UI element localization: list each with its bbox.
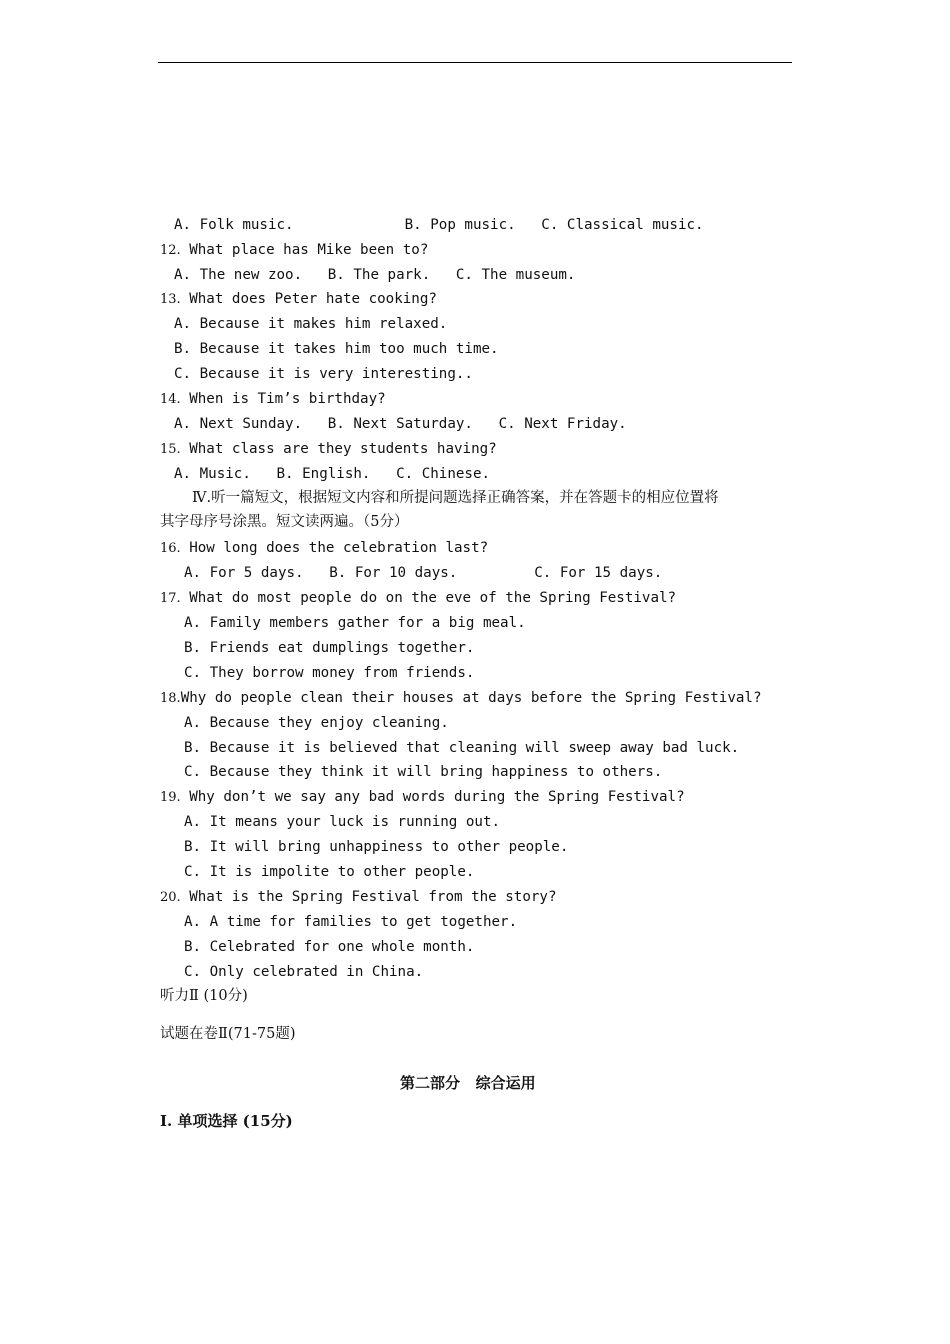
q17-option-b: B. Friends eat dumplings together. <box>184 640 475 656</box>
q18-option-a: A. Because they enjoy cleaning. <box>184 715 449 731</box>
q16-options: A. For 5 days. B. For 10 days. C. For 15 days. <box>184 565 663 581</box>
q18-question <box>160 689 762 708</box>
q18-text: Why do people clean their houses at days before the Spring Festival? <box>180 690 762 706</box>
q17-text: What do most people do on the eve of the Spring Festival? <box>180 590 677 606</box>
q14-question <box>160 390 386 409</box>
q19-option-c: C. It is impolite to other people. <box>184 864 475 880</box>
q18-option-b: B. Because it is believed that cleaning will sweep away bad luck. <box>184 740 740 756</box>
q17-number: 17. <box>160 591 181 606</box>
q19-option-b: B. It will bring unhappiness to other people. <box>184 839 569 855</box>
q19-number: 19. <box>160 790 181 805</box>
q15-number: 15. <box>160 442 181 457</box>
q16-question <box>160 539 488 558</box>
q20-option-b: B. Celebrated for one whole month. <box>184 939 475 955</box>
q18-option-c: C. Because they think it will bring happiness to others. <box>184 764 663 780</box>
part-two-title: 第二部分 综合运用 <box>400 1074 536 1092</box>
q19-text: Why don’t we say any bad words during the Spring Festival? <box>180 789 685 805</box>
q17-question <box>160 589 676 608</box>
listening-ii-heading: 听力Ⅱ (10分) <box>160 988 248 1004</box>
section-i-heading: Ⅰ. 单项选择 (15分) <box>160 1112 293 1130</box>
q13-option-b: B. Because it takes him too much time. <box>174 341 499 357</box>
q15-text: What class are they students having? <box>180 441 497 457</box>
q17-option-a: A. Family members gather for a big meal. <box>184 615 526 631</box>
q20-question <box>160 888 557 907</box>
q20-option-a: A. A time for families to get together. <box>184 914 518 930</box>
q11-options: A. Folk music. B. Pop music. C. Classical music. <box>174 217 704 233</box>
q14-number: 14. <box>160 392 181 407</box>
q14-options: A. Next Sunday. B. Next Saturday. C. Next Friday. <box>174 416 627 432</box>
section-iv-instruction-cont: 其字母序号涂黑。短文读两遍。（5分） <box>160 514 409 530</box>
q15-options: A. Music. B. English. C. Chinese. <box>174 466 491 482</box>
q18-number: 18. <box>160 691 181 706</box>
q12-question <box>160 241 428 260</box>
header-rule <box>158 62 792 63</box>
section-iv-instruction: Ⅳ.听一篇短文，根据短文内容和所提问题选择正确答案，并在答题卡的相应位置将 <box>192 490 719 506</box>
q17-option-c: C. They borrow money from friends. <box>184 665 475 681</box>
q20-number: 20. <box>160 890 181 905</box>
q19-option-a: A. It means your luck is running out. <box>184 814 501 830</box>
q13-option-a: A. Because it makes him relaxed. <box>174 316 448 332</box>
q20-option-c: C. Only celebrated in China. <box>184 964 424 980</box>
q15-question <box>160 440 497 459</box>
q14-text: When is Tim’s birthday? <box>180 391 386 407</box>
q19-question <box>160 788 685 807</box>
q13-number: 13. <box>160 292 181 307</box>
q16-text: How long does the celebration last? <box>180 540 489 556</box>
listening-ii-note: 试题在卷Ⅱ(71-75题) <box>160 1026 296 1042</box>
q13-text: What does Peter hate cooking? <box>180 291 437 307</box>
q16-number: 16. <box>160 541 181 556</box>
q13-option-c: C. Because it is very interesting.. <box>174 366 473 382</box>
q12-text: What place has Mike been to? <box>180 242 429 258</box>
q12-number: 12. <box>160 243 181 258</box>
q13-question <box>160 290 437 309</box>
q20-text: What is the Spring Festival from the story? <box>180 889 557 905</box>
q12-options: A. The new zoo. B. The park. C. The museum. <box>174 267 576 283</box>
